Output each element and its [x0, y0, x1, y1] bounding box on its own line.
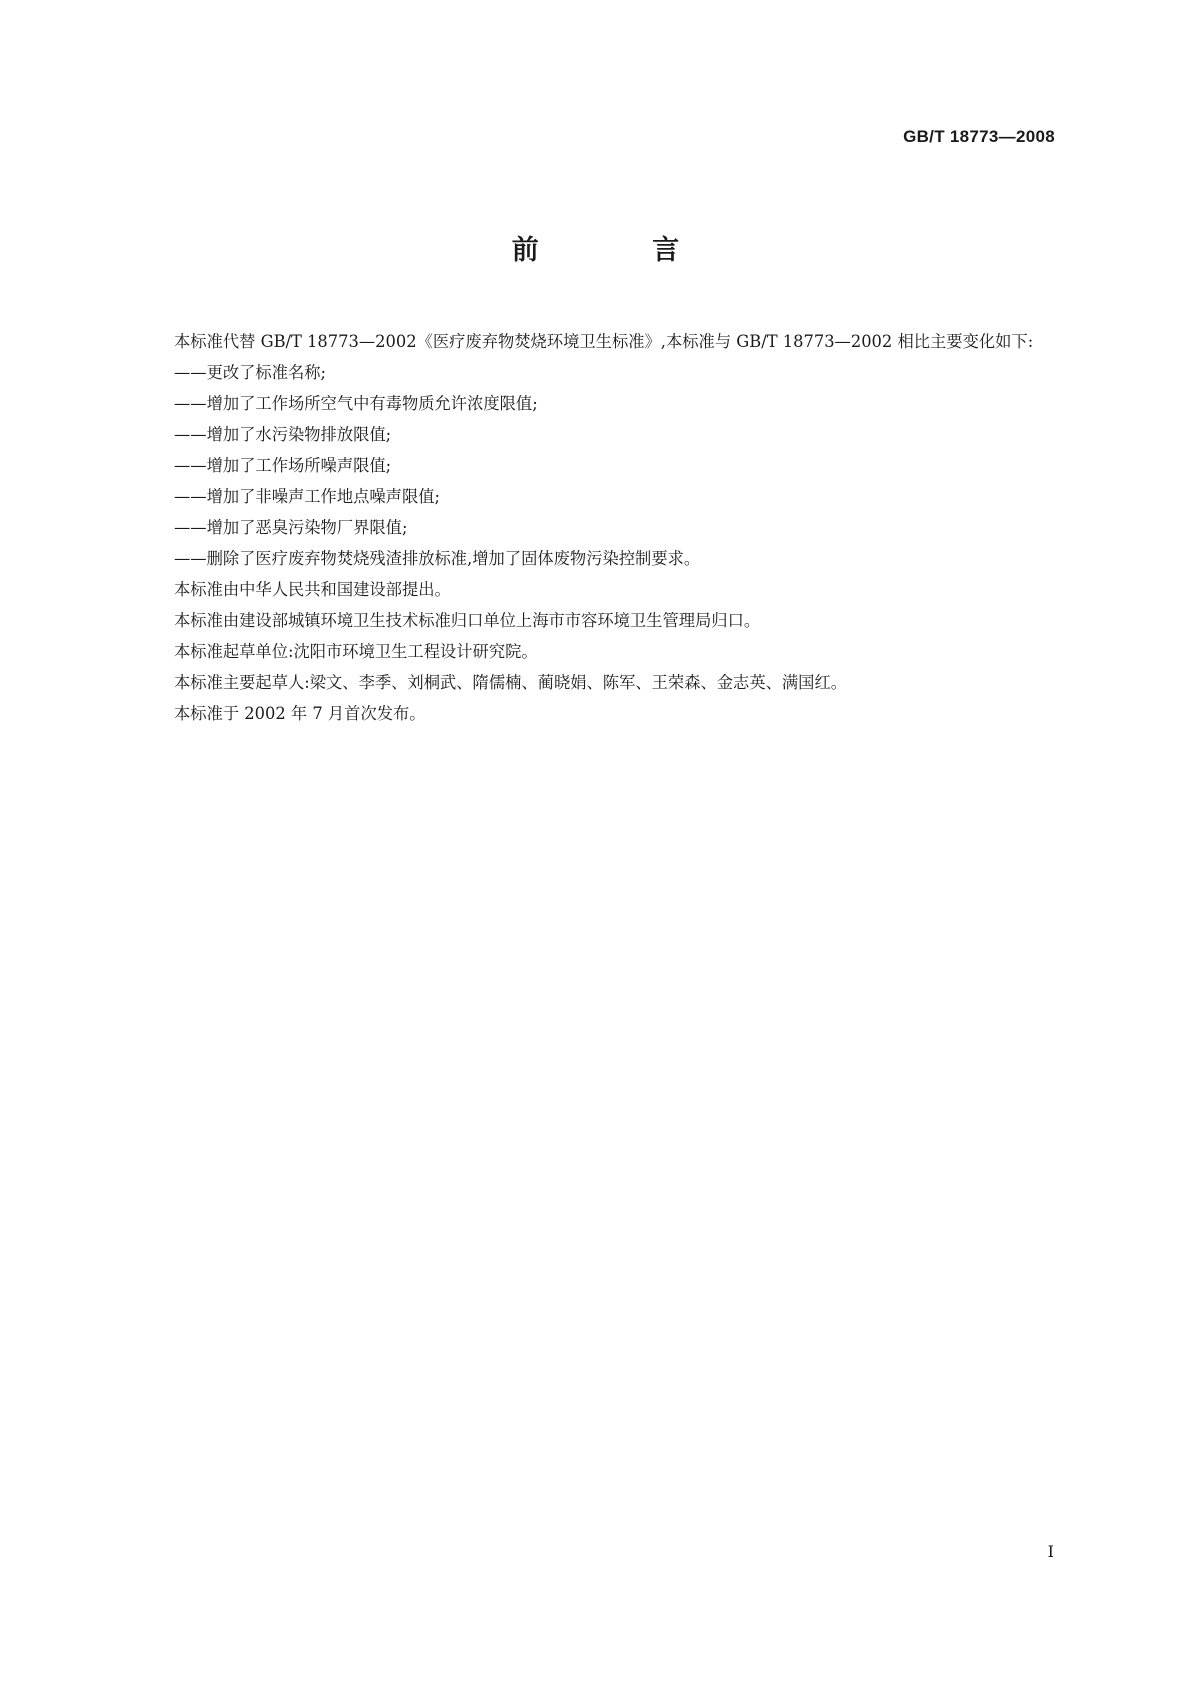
page-title: 前 言 — [511, 235, 732, 266]
change-item: ——更改了标准名称; — [174, 363, 327, 382]
change-item: ——删除了医疗废弃物焚烧残渣排放标准,增加了固体废物污染控制要求。 — [174, 549, 701, 568]
paragraph-administrator: 本标准由建设部城镇环境卫生技术标准归口单位上海市市容环境卫生管理局归口。 — [174, 611, 761, 630]
paragraph-intro: 本标准代替 GB/T 18773—2002《医疗废弃物焚烧环境卫生标准》,本标准与 GB/T 18773—2002 相比主要变化如下: — [174, 332, 1034, 351]
paragraph-drafters: 本标准主要起草人:梁文、李季、刘桐武、隋儒楠、蔺晓娟、陈军、王荣森、金志英、满国红。 — [174, 673, 848, 692]
change-item: ——增加了工作场所噪声限值; — [174, 456, 392, 475]
change-item: ——增加了非噪声工作地点噪声限值; — [174, 487, 440, 506]
paragraph-proposer: 本标准由中华人民共和国建设部提出。 — [174, 580, 451, 599]
preface-body — [133, 326, 1060, 729]
change-item: ——增加了工作场所空气中有毒物质允许浓度限值; — [174, 394, 538, 413]
paragraph-first-issue: 本标准于 2002 年 7 月首次发布。 — [174, 704, 426, 723]
page-number: I — [1047, 1542, 1054, 1561]
paragraph-drafting-unit: 本标准起草单位:沈阳市环境卫生工程设计研究院。 — [174, 642, 538, 661]
standard-code: GB/T 18773—2008 — [903, 127, 1055, 146]
change-item: ——增加了恶臭污染物厂界限值; — [174, 518, 408, 537]
change-item: ——增加了水污染物排放限值; — [174, 425, 392, 444]
